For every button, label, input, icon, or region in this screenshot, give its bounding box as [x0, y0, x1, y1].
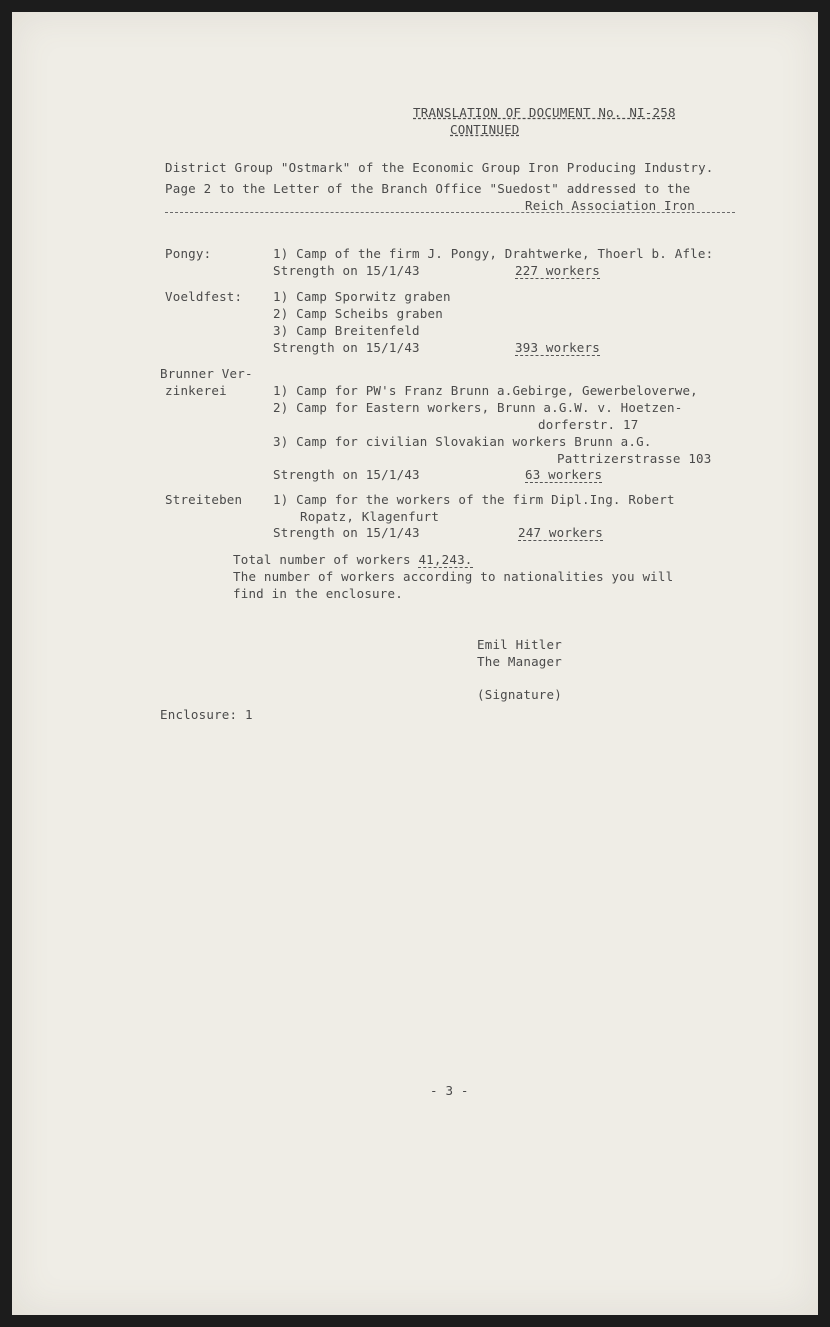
brunner-camp-3: 3) Camp for civilian Slovakian workers Brunn a.G. — [273, 434, 652, 449]
brunner-camp-2: 2) Camp for Eastern workers, Brunn a.G.W. v. Hoetzen- — [273, 400, 683, 415]
total-label: Total number of workers — [233, 552, 411, 567]
intro-line-3: Reich Association Iron — [525, 198, 695, 213]
brunner-camp-3-cont: Pattrizerstrasse 103 — [557, 451, 712, 466]
intro-line-1: District Group "Ostmark" of the Economic Group Iron Producing Industry. — [165, 160, 714, 175]
brunner-strength: Strength on 15/1/43 — [273, 467, 420, 482]
streiteben-strength: Strength on 15/1/43 — [273, 525, 420, 540]
entry-label-voeldfest: Voeldfest: — [165, 289, 243, 304]
brunner-camp-2-cont: dorferstr. 17 — [538, 417, 639, 432]
total-value: 41,243. — [418, 552, 473, 567]
voeldfest-camp-3: 3) Camp Breitenfeld — [273, 323, 420, 338]
entry-label-pongy: Pongy: — [165, 246, 212, 261]
brunner-camp-1: 1) Camp for PW's Franz Brunn a.Gebirge, Gewerbeloverwe, — [273, 383, 698, 398]
signatory-title: The Manager — [477, 654, 562, 669]
streiteben-camp-1-cont: Ropatz, Klagenfurt — [300, 509, 440, 524]
pongy-strength: Strength on 15/1/43 — [273, 263, 420, 278]
streiteben-camp-1: 1) Camp for the workers of the firm Dipl.Ing. Robert — [273, 492, 675, 507]
voeldfest-strength: Strength on 15/1/43 — [273, 340, 420, 355]
total-line-3: find in the enclosure. — [233, 586, 403, 601]
signature-note: (Signature) — [477, 687, 562, 702]
voeldfest-camp-2: 2) Camp Scheibs graben — [273, 306, 443, 321]
page-number: - 3 - — [430, 1083, 469, 1098]
pongy-count: 227 workers — [515, 263, 600, 278]
document-page — [12, 12, 818, 1315]
intro-line-2: Page 2 to the Letter of the Branch Office "Suedost" addressed to the — [165, 181, 691, 196]
entry-label-brunner-1: Brunner Ver- — [160, 366, 253, 381]
brunner-count: 63 workers — [525, 467, 603, 482]
continued-label: CONTINUED — [450, 122, 520, 137]
signatory-name: Emil Hitler — [477, 637, 562, 652]
entry-label-brunner-2: zinkerei — [165, 383, 227, 398]
enclosure-note: Enclosure: 1 — [160, 707, 253, 722]
entry-label-streiteben: Streiteben — [165, 492, 243, 507]
streiteben-count: 247 workers — [518, 525, 603, 540]
voeldfest-camp-1: 1) Camp Sporwitz graben — [273, 289, 451, 304]
total-line-2: The number of workers according to nationalities you will — [233, 569, 674, 584]
separator-line — [165, 212, 735, 213]
voeldfest-count: 393 workers — [515, 340, 600, 355]
document-title: TRANSLATION OF DOCUMENT No. NI-258 — [413, 105, 676, 120]
total-line-1 — [233, 551, 473, 569]
pongy-camp-1: 1) Camp of the firm J. Pongy, Drahtwerke, Thoerl b. Afle: — [273, 246, 714, 261]
